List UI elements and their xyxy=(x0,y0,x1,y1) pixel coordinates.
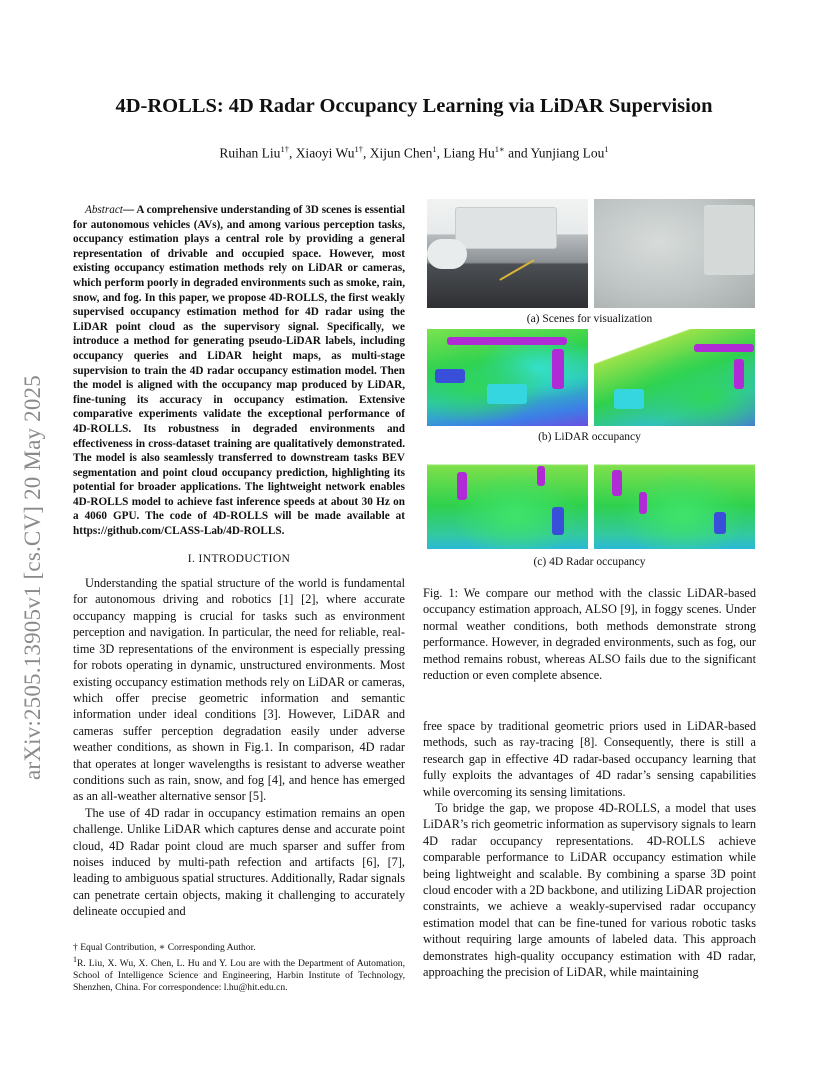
radar-occupancy-fog xyxy=(594,452,755,549)
scene-photo-clear xyxy=(427,199,588,308)
abstract: Abstract— A comprehensive understanding of 3D scenes is essential for autonomous vehicles (AVs), and among various perception tasks, occupancy estimation plays a central role by providing a general representation of drivable and occupied space. However, most existing occupancy estimation methods rely on LiDAR or cameras, which perform poorly in degraded environments such as smoke, rain, snow, and fog. In this paper, we propose 4D-ROLLS, the first weakly supervised occupancy estimation method for 4D radar using the LiDAR point cloud as the supervisory signal. Specifically, we introduce a method for generating pseudo-LiDAR labels, including occupancy queries and LiDAR height maps, as multi-stage supervision to train the 4D radar occupancy estimation model. Then the model is aligned with the occupancy map produced by LiDAR, fine-tuning its accuracy in occupancy estimation. Extensive comparative experiments validate the exceptional performance of 4D-ROLLS. Its robustness in degraded environments and effectiveness in cross-dataset training are qualitatively demonstrated. The model is also seamlessly transferred to downstream tasks BEV segmentation and point cloud occupancy prediction, highlighting its potential for broader applications. The lightweight network enables 4D-ROLLS model to achieve fast inference speeds at about 30 Hz on a 4060 GPU. The code of 4D-ROLLS will be made available at https://github.com/CLASS-Lab/4D-ROLLS. xyxy=(73,204,405,538)
figure-caption: Fig. 1: We compare our method with the classic LiDAR-based occupancy estimation approach, ALSO [9], in foggy scenes. Under normal weather conditions, both methods demonstrate strong performance. However, in degraded environments, such as fog, our method remains robust, whereas ALSO fails due to the significant reduction or even complete absence. xyxy=(423,586,756,683)
subcaption-a: (a) Scenes for visualization xyxy=(526,313,653,325)
right-column xyxy=(423,718,756,981)
intro-paragraph-1: Understanding the spatial structure of the world is fundamental for autonomous driving and robotics [1] [2], where accurate occupancy mapping is crucial for tasks such as environment perception and navigation. In particular, the need for reliable, real-time 3D representations of the environment is especially pressing for robots operating in dynamic, unstructured environments. Most existing occupancy estimation methods rely on LiDAR or cameras, which offer precise geometric information and semantic information under ideal conditions [3]. However, LiDAR and cameras suffer perception degradation easily under adverse weather conditions, as shown in Fig.1. In comparison, 4D radar that operates at longer wavelengths is resistant to adverse weather conditions such as rain, snow, and fog [4], and hence has emerged as an all-weather alternative sensor [5]. xyxy=(73,576,405,804)
subcaption-c: (c) 4D Radar occupancy xyxy=(533,556,646,568)
arxiv-identifier: arXiv:2505.13905v1 [cs.CV] 20 May 2025 xyxy=(20,375,45,780)
footnotes xyxy=(73,942,405,994)
scene-photo-fog xyxy=(594,199,755,308)
author-list: Ruihan Liu$^{1\dagger}$, Xiaoyi $Wu^{1\dagger}$, Xijun Chen$^1$, Liang $Hu^{1∗}$ and Yunjiang Lou$^1$ xyxy=(219,144,609,161)
figure-row-scenes xyxy=(427,199,755,308)
left-column xyxy=(73,203,405,920)
lidar-occupancy-clear xyxy=(427,329,588,426)
paper-title: 4D-ROLLS: 4D Radar Occupancy Learning via LiDAR Supervision xyxy=(115,95,713,117)
figure-row-radar xyxy=(427,452,755,549)
footnote-contribution: † Equal Contribution, ∗ Corresponding Author. xyxy=(73,942,256,953)
subcaption-b: (b) LiDAR occupancy xyxy=(538,431,641,443)
footnote-affiliation: $^1$R. Liu, X. Wu, X. Chen, L. Hu and Y. Lou are with the Department of Automation, School of Intelligence Science and Engineering, Harbin Institute of Technology, Shenzhen, China. For correspondence: l.hu@hit.edu.cn. xyxy=(73,955,405,994)
right-paragraph-1: free space by traditional geometric priors used in LiDAR-based methods, such as ray-tracing [8]. Consequently, there is still a research gap in effective 4D radar-based occupancy learning that fully exploits the advantages of 4D radar’s sensing capabilities while overcoming its sensing limitations. xyxy=(423,719,756,799)
lidar-occupancy-fog xyxy=(594,329,755,426)
intro-paragraph-2: The use of 4D radar in occupancy estimation remains an open challenge. Unlike LiDAR which captures dense and accurate point cloud, 4D Radar point cloud are much sparser and suffer from noises induced by multi-path refection and artifacts [6], [7], leading to ambiguous spatial structures. Additionally, Radar signals can penetrate certain objects, making it challenging to accurately delineate occupied and xyxy=(73,805,405,919)
section-heading: I. INTRODUCTION xyxy=(187,552,291,565)
figure-row-lidar xyxy=(427,329,755,426)
right-paragraph-2: To bridge the gap, we propose 4D-ROLLS, a model that uses LiDAR’s rich geometric information as supervisory signals to learn 4D radar occupancy representations. 4D-ROLLS achieve comparable performance to LiDAR occupancy estimation while being lightweight and scalable. By combining a sparse 3D point cloud encoder with a 2D backbone, and utilizing LiDAR projection constraints, we achieve a weakly-supervised radar occupancy estimation model that can be fine-tuned for various robotic tasks without requiring large amounts of labeled data. This approach demonstrates high-quality occupancy estimation with 4D radar, approaching the precision of LiDAR, while maintaining xyxy=(423,801,756,980)
radar-occupancy-clear xyxy=(427,452,588,549)
